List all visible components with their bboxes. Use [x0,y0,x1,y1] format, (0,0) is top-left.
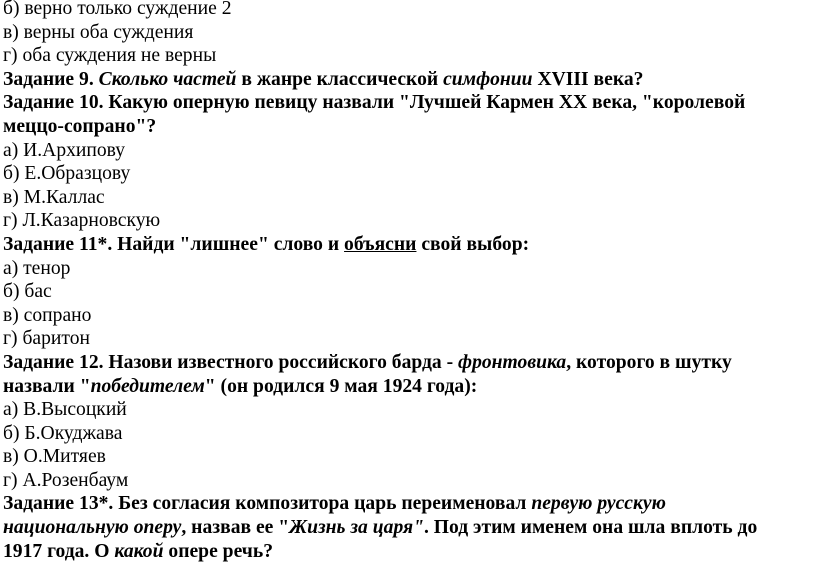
q12-emphasis-frontovik: фронтовика [458,351,567,373]
q9-emphasis-parts: Сколько частей [98,68,237,90]
q10-question-line-1: Задание 10. Какую оперную певицу назвали "Лучшей Кармен XX века, "королевой [3,92,746,114]
q12-emphasis-pobeditel: победителем [90,375,205,397]
q13-question-line-3 [3,540,809,564]
q8-option-c: в) верны оба суждения [3,21,194,43]
q10-option-d: г) Л.Казарновскую [3,210,161,232]
q11-question [3,233,809,257]
q8-option-b: б) верно только суждение 2 [3,0,232,19]
q13-emphasis-national-opera: национальную оперу [3,517,182,539]
q10-option-a: а) И.Архипову [3,139,126,161]
q13-text: Задание 13*. Без согласия композитора царь переименовал [3,493,532,515]
q10-question-line-2: меццо-сопрано"? [3,115,157,137]
q13-emphasis-first-russian: первую русскую [531,493,666,515]
q11-text: Задание 11*. Найди "лишнее" слово и [3,233,345,255]
q13-text-2-end: . Под этим именем она шла вплоть до [423,517,758,539]
q12-option-b: б) Б.Окуджава [3,422,123,444]
q11-option-c: в) сопрано [3,304,92,326]
q12-text-end: , которого в шутку [566,351,732,373]
q10-option-c: в) М.Каллас [3,186,105,208]
q12-option-d: г) А.Розенбаум [3,469,129,491]
q13-emphasis-which: какой [114,540,164,562]
q11-underlined-explain: объясни [344,233,417,255]
q11-option-b: б) бас [3,281,52,303]
q13-question-line-2 [3,516,809,540]
q12-option-a: а) В.Высоцкий [3,399,127,421]
q11-option-d: г) баритон [3,328,90,350]
q13-text-3-end: опере речь? [163,540,273,562]
q10-option-b: б) Е.Образцову [3,163,131,185]
q9-emphasis-symphony: симфонии [443,68,533,90]
q12-text-2: назвали " [3,375,91,397]
q11-option-a: а) тенор [3,257,71,279]
q9-text: в жанре классической [236,68,444,90]
quiz-document [3,0,809,563]
q13-question-line-1 [3,492,809,516]
q9-text-end: XVIII века? [532,68,644,90]
q11-text-end: свой выбор: [416,233,530,255]
q9-label: Задание 9. [3,68,94,90]
q9-question [3,68,809,92]
q12-question-line-1 [3,351,809,375]
q13-emphasis-opera-title: Жизнь за царя" [289,517,424,539]
q12-question-line-2 [3,375,809,399]
q13-text-3: 1917 года. О [3,540,115,562]
q13-text-2: , назвав ее " [181,517,290,539]
q12-text-2-end: " (он родился 9 мая 1924 года): [204,375,478,397]
q12-text: Задание 12. Назови известного российского барда - [3,351,459,373]
q12-option-c: в) О.Митяев [3,446,106,468]
q8-option-d: г) оба суждения не верны [3,45,217,67]
